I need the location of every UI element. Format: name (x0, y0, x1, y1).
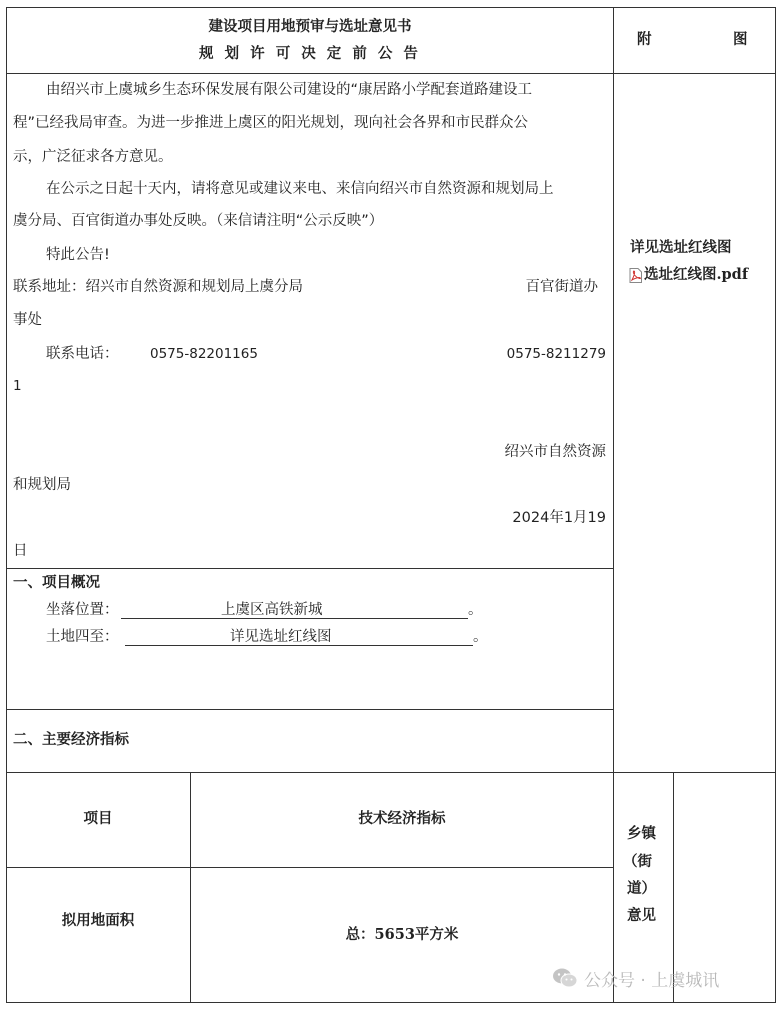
border-left (6, 7, 7, 1003)
signature-l2: 和规划局 (13, 477, 71, 493)
location-end: 。 (468, 602, 483, 618)
attachment-text: 详见选址红线图 (630, 239, 732, 256)
divider-econ-header (6, 867, 614, 868)
divider-project (6, 709, 614, 710)
date-l1: 2024年1月19 (512, 510, 606, 526)
title-line2: 规 划 许 可 决 定 前 公 告 (199, 45, 421, 62)
border-top (6, 7, 776, 8)
notice-p1-l2: 程”已经我局审查。为进一步推进上虞区的阳光规划，现向社会各界和市民群众公 (13, 115, 529, 131)
econ-col-item: 项目 (83, 810, 113, 827)
attachment-file-name: 选址红线图.pdf (644, 266, 749, 283)
attachment-file-link[interactable] (628, 265, 773, 285)
date-l2: 日 (13, 543, 28, 559)
notice-p3: 特此公告! (46, 247, 110, 263)
divider-econ (6, 772, 776, 773)
contact-phone2-cont: 1 (13, 378, 22, 394)
border-bottom (6, 1002, 776, 1003)
contact-address-cont: 事处 (13, 312, 42, 328)
attachment-label-a: 附 (637, 31, 652, 48)
divider-notice (6, 568, 614, 569)
township-l1: 乡镇 (627, 825, 656, 842)
contact-phone-label: 联系电话： (46, 346, 119, 362)
location-value: 上虞区高铁新城 (221, 602, 323, 618)
boundary-label: 土地四至： (46, 629, 119, 645)
notice-p2-l2: 虞分局、百官街道办事处反映。（来信请注明“公示反映”） (13, 213, 384, 229)
contact-phone1: 0575-82201165 (150, 346, 258, 362)
notice-p1-l1: 由绍兴市上虞城乡生态环保发展有限公司建设的“康居路小学配套道路建设工 (46, 82, 533, 98)
contact-address-right: 百官街道办 (525, 279, 598, 295)
divider-econ-col (190, 772, 191, 1003)
contact-address: 联系地址：绍兴市自然资源和规划局上虞分局 (13, 279, 303, 295)
notice-document (6, 7, 776, 1003)
wechat-icon (552, 967, 578, 989)
boundary-value: 详见选址红线图 (230, 629, 332, 645)
watermark-text: 公众号 · 上虞城讯 (584, 971, 720, 991)
project-heading: 一、项目概况 (13, 574, 100, 591)
pdf-icon (629, 268, 642, 283)
econ-row1-value: 总：5653平方米 (345, 926, 459, 943)
divider-header (6, 73, 776, 74)
attachment-label-b: 图 (733, 31, 748, 48)
border-right (775, 7, 776, 1003)
notice-p2-l1: 在公示之日起十天内，请将意见或建议来电、来信向绍兴市自然资源和规划局上 (46, 181, 554, 197)
signature-l1: 绍兴市自然资源 (504, 444, 606, 460)
township-l2: （街 (623, 853, 652, 870)
notice-p1-l3: 示，广泛征求各方意见。 (13, 149, 173, 165)
econ-heading: 二、主要经济指标 (13, 731, 129, 748)
econ-col-indicator: 技术经济指标 (358, 810, 446, 827)
title-line1: 建设项目用地预审与选址意见书 (208, 18, 412, 35)
boundary-end: 。 (473, 629, 488, 645)
location-label: 坐落位置： (46, 602, 119, 618)
contact-phone2: 0575-8211279 (506, 346, 606, 362)
township-l3: 道） (627, 880, 656, 897)
econ-row1-item: 拟用地面积 (61, 912, 135, 929)
divider-main-right (613, 7, 614, 1003)
township-l4: 意见 (627, 907, 656, 924)
